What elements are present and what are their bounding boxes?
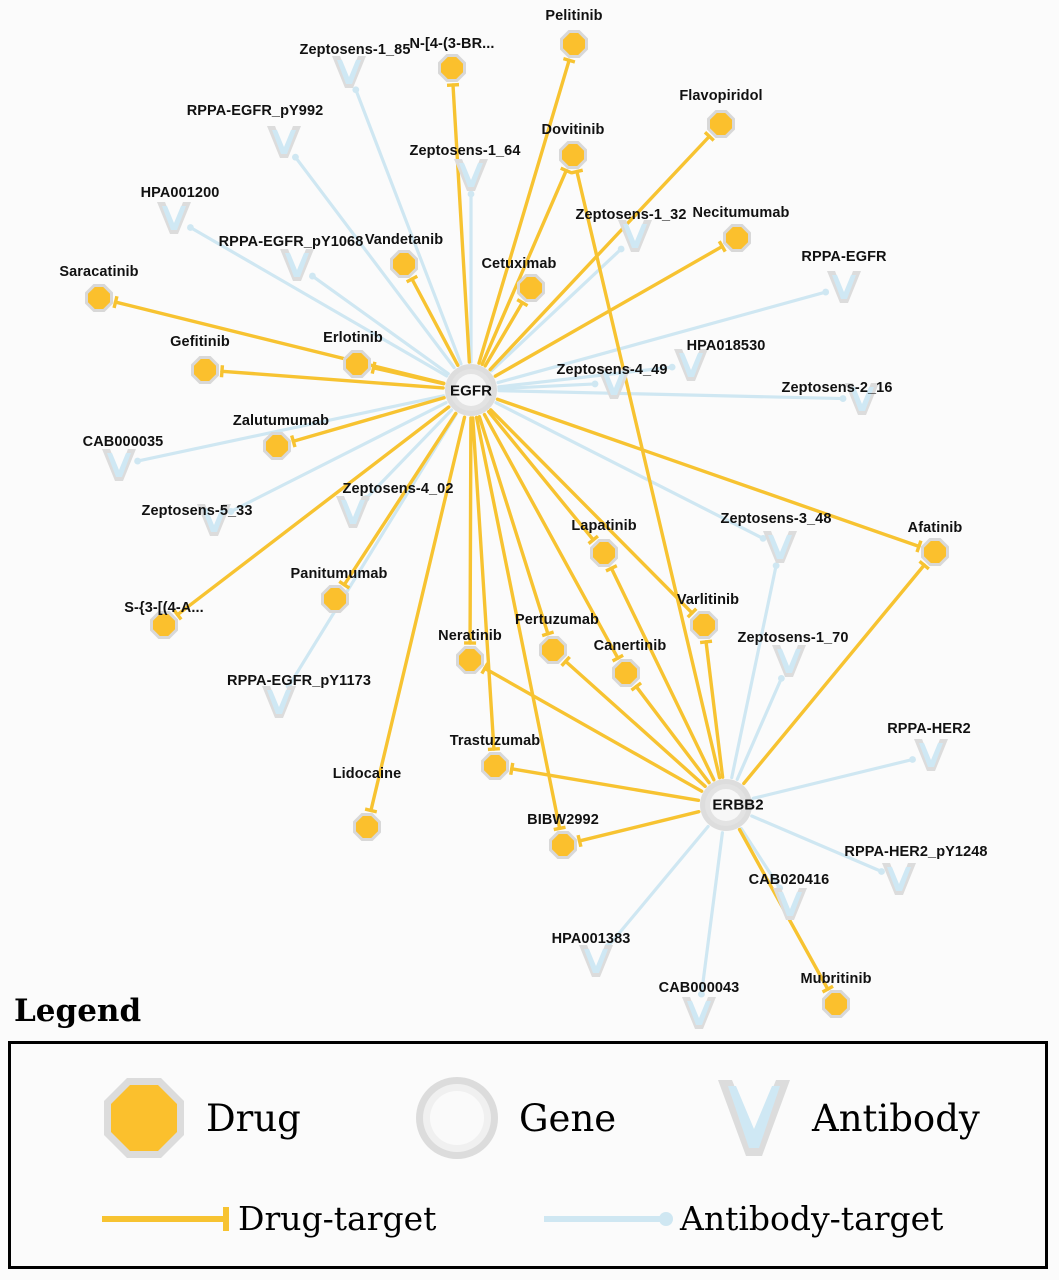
antibody-node[interactable]: [824, 268, 864, 306]
antibody-target-edge-icon: [540, 1202, 680, 1236]
drug-node[interactable]: [262, 431, 292, 461]
node-label: CAB020416: [748, 872, 830, 888]
octagon-icon: [538, 635, 568, 665]
chevron-down-icon: [769, 642, 809, 680]
antibody-node[interactable]: [333, 493, 373, 531]
node-label: Panitumumab: [290, 566, 388, 582]
chevron-down-icon: [824, 268, 864, 306]
octagon-icon: [437, 53, 467, 83]
node-label: S-{3-[(4-A...: [124, 600, 204, 616]
node-label: Neratinib: [438, 628, 502, 644]
drug-node[interactable]: [190, 355, 220, 385]
chevron-down-icon: [277, 246, 317, 284]
node-label: Dovitinib: [541, 122, 605, 138]
octagon-icon: [342, 349, 372, 379]
antibody-node[interactable]: [760, 528, 800, 566]
chevron-down-icon: [879, 860, 919, 898]
node-label: RPPA-HER2_pY1248: [844, 844, 988, 860]
legend-label-drug: Drug: [206, 1096, 301, 1140]
node-label: Zeptosens-1_85: [299, 42, 411, 58]
node-label: Afatinib: [907, 520, 963, 536]
antibody-node[interactable]: [679, 994, 719, 1032]
legend-title: Legend: [14, 993, 142, 1029]
octagon-icon: [589, 538, 619, 568]
drug-node[interactable]: [437, 53, 467, 83]
antibody-node[interactable]: [99, 446, 139, 484]
node-label: Vandetanib: [364, 232, 444, 248]
antibody-node[interactable]: [154, 199, 194, 237]
node-label: Necitumumab: [692, 205, 790, 221]
antibody-node[interactable]: [770, 885, 810, 923]
drug-node[interactable]: [611, 658, 641, 688]
chevron-down-icon: [264, 123, 304, 161]
node-label: Canertinib: [593, 638, 667, 654]
node-label: ERBB2: [712, 796, 764, 814]
node-label: Zeptosens-3_48: [720, 511, 832, 527]
octagon-icon: [480, 751, 510, 781]
node-label: Saracatinib: [59, 264, 139, 280]
node-label: Cetuximab: [481, 256, 557, 272]
octagon-icon: [262, 431, 292, 461]
antibody-node[interactable]: [769, 642, 809, 680]
antibody-node[interactable]: [451, 156, 491, 194]
drug-node[interactable]: [559, 29, 589, 59]
drug-node[interactable]: [706, 109, 736, 139]
chevron-down-icon: [760, 528, 800, 566]
chevron-down-icon: [99, 446, 139, 484]
octagon-icon: [558, 140, 588, 170]
node-label: RPPA-EGFR_pY1068: [218, 234, 364, 250]
node-label: HPA001383: [551, 931, 631, 947]
node-label: Lidocaine: [332, 766, 402, 782]
antibody-node[interactable]: [879, 860, 919, 898]
node-label: Zeptosens-1_70: [737, 630, 849, 646]
circle-icon: [411, 1072, 503, 1164]
drug-node[interactable]: [389, 249, 419, 279]
node-label: EGFR: [449, 382, 493, 400]
chevron-down-icon: [770, 885, 810, 923]
drug-target-edge-icon: [98, 1202, 238, 1236]
node-label: Mubritinib: [800, 971, 872, 987]
legend-item-drug: [98, 1072, 301, 1164]
drug-node[interactable]: [352, 812, 382, 842]
node-label: Zeptosens-4_49: [556, 362, 668, 378]
octagon-icon: [190, 355, 220, 385]
legend-edge-antibody: [540, 1199, 943, 1238]
node-label: RPPA-EGFR_pY992: [186, 103, 324, 119]
octagon-icon: [455, 645, 485, 675]
drug-node[interactable]: [821, 989, 851, 1019]
octagon-icon: [98, 1072, 190, 1164]
legend-label-antibody: Antibody: [812, 1096, 980, 1140]
node-label: Flavopiridol: [679, 88, 763, 104]
legend-item-gene: [411, 1072, 616, 1164]
antibody-node[interactable]: [277, 246, 317, 284]
node-label: Zeptosens-2_16: [781, 380, 893, 396]
drug-node[interactable]: [548, 830, 578, 860]
antibody-node[interactable]: [264, 123, 304, 161]
legend-label-antibody-target: Antibody-target: [680, 1199, 944, 1238]
octagon-icon: [920, 537, 950, 567]
antibody-node[interactable]: [911, 736, 951, 774]
node-label: Lapatinib: [571, 518, 637, 534]
drug-node[interactable]: [455, 645, 485, 675]
node-label: RPPA-EGFR_pY1173: [227, 673, 371, 689]
node-label: Zalutumumab: [232, 413, 330, 429]
octagon-icon: [352, 812, 382, 842]
octagon-icon: [706, 109, 736, 139]
drug-node[interactable]: [558, 140, 588, 170]
octagon-icon: [689, 610, 719, 640]
node-label: Pelitinib: [545, 8, 603, 24]
node-label: Varlitinib: [676, 592, 740, 608]
node-label: Pertuzumab: [515, 612, 599, 628]
octagon-icon: [84, 283, 114, 313]
node-label: Zeptosens-5_33: [141, 503, 253, 519]
drug-node[interactable]: [480, 751, 510, 781]
chevron-down-icon: [333, 493, 373, 531]
chevron-down-icon: [911, 736, 951, 774]
octagon-icon: [548, 830, 578, 860]
drug-node[interactable]: [538, 635, 568, 665]
octagon-icon: [821, 989, 851, 1019]
chevron-down-icon: [576, 942, 616, 980]
drug-node[interactable]: [84, 283, 114, 313]
drug-node[interactable]: [722, 223, 752, 253]
legend-item-antibody: [712, 1072, 980, 1164]
node-label: N-[4-(3-BR...: [409, 36, 495, 52]
drug-node[interactable]: [920, 537, 950, 567]
drug-node[interactable]: [342, 349, 372, 379]
antibody-node[interactable]: [576, 942, 616, 980]
node-label: Zeptosens-4_02: [342, 481, 454, 497]
drug-node[interactable]: [689, 610, 719, 640]
octagon-icon: [611, 658, 641, 688]
legend-edges-row: [0, 1195, 1059, 1255]
node-label: Trastuzumab: [449, 733, 541, 749]
octagon-icon: [516, 273, 546, 303]
node-label: Zeptosens-1_32: [575, 207, 687, 223]
legend-shapes-row: [0, 1060, 1059, 1170]
octagon-icon: [320, 584, 350, 614]
node-label: Gefitinib: [170, 334, 230, 350]
node-label: RPPA-EGFR: [801, 249, 887, 265]
chevron-down-icon: [712, 1072, 796, 1164]
chevron-down-icon: [451, 156, 491, 194]
antibody-node[interactable]: [329, 53, 369, 91]
chevron-down-icon: [679, 994, 719, 1032]
legend-label-drug-target: Drug-target: [238, 1199, 437, 1238]
node-label: HPA001200: [140, 185, 220, 201]
chevron-down-icon: [329, 53, 369, 91]
legend-label-gene: Gene: [519, 1096, 617, 1140]
node-label: CAB000043: [658, 980, 740, 996]
octagon-icon: [722, 223, 752, 253]
node-label: HPA018530: [686, 338, 766, 354]
node-label: CAB000035: [82, 434, 164, 450]
octagon-icon: [559, 29, 589, 59]
octagon-icon: [389, 249, 419, 279]
drug-node[interactable]: [320, 584, 350, 614]
node-label: Zeptosens-1_64: [409, 143, 521, 159]
chevron-down-icon: [154, 199, 194, 237]
node-label: Erlotinib: [323, 330, 383, 346]
drug-node[interactable]: [516, 273, 546, 303]
node-label: BIBW2992: [527, 812, 599, 828]
legend-edge-drug: [98, 1199, 436, 1238]
node-label: RPPA-HER2: [887, 721, 971, 737]
drug-node[interactable]: [589, 538, 619, 568]
